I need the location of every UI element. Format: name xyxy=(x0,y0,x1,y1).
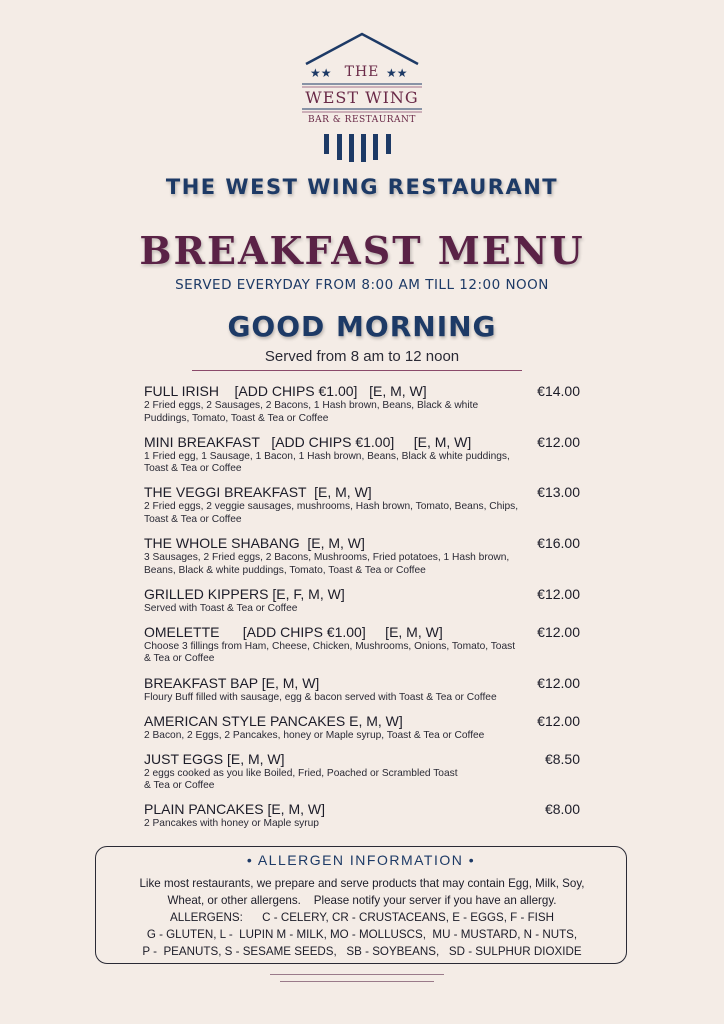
allergen-line: Like most restaurants, we prepare and serve products that may contain Egg, Milk, Soy, xyxy=(139,877,585,890)
menu-item xyxy=(144,534,584,577)
logo-the: THE xyxy=(344,64,380,80)
menu-item xyxy=(144,585,584,616)
item-price: €12.00 xyxy=(537,674,580,691)
item-price: €12.00 xyxy=(537,712,580,729)
menu-item xyxy=(144,433,584,476)
menu-item xyxy=(144,382,584,425)
item-name: THE WHOLE SHABANG [E, M, W] xyxy=(144,535,365,552)
menu-item xyxy=(144,623,584,666)
allergen-line: G - GLUTEN, L - LUPIN M - MILK, MO - MOLLUSCS, MU - MUSTARD, N - NUTS, xyxy=(146,928,578,941)
item-description: 2 Bacon, 2 Eggs, 2 Pancakes, honey or Maple syrup, Toast & Tea or Coffee xyxy=(144,729,485,741)
served-everyday: SERVED EVERYDAY FROM 8:00 AM TILL 12:00 NOON xyxy=(175,277,549,293)
allergen-line: P - PEANUTS, S - SESAME SEEDS, SB - SOYBEANS, SD - SULPHUR DIOXIDE xyxy=(142,945,582,958)
item-price: €13.00 xyxy=(537,484,580,501)
restaurant-logo xyxy=(292,30,432,164)
item-price: €12.00 xyxy=(537,623,580,640)
allergen-info-box xyxy=(95,846,627,964)
item-price: €12.00 xyxy=(537,433,580,450)
item-price: €16.00 xyxy=(537,535,580,552)
restaurant-name: THE WEST WING RESTAURANT xyxy=(165,175,559,199)
svg-text:★★: ★★ xyxy=(310,66,332,80)
allergen-line: Wheat, or other allergens. Please notify your server if you have an allergy. xyxy=(167,894,557,907)
item-description: Served with Toast & Tea or Coffee xyxy=(144,602,298,614)
item-description: Floury Buff filled with sausage, egg & bacon served with Toast & Tea or Coffee xyxy=(144,691,497,703)
section-title: GOOD MORNING xyxy=(227,310,497,343)
item-description: 2 Fried eggs, 2 Sausages, 2 Bacons, 1 Hash brown, Beans, Black & white Puddings, Tomato, Toast & Tea or Coffee xyxy=(144,400,479,424)
item-description: 2 eggs cooked as you like Boiled, Fried, Poached or Scrambled Toast & Tea or Coffee xyxy=(144,767,458,792)
item-description: Choose 3 fillings from Ham, Cheese, Chicken, Mushrooms, Onions, Tomato, Toast & Tea or Coffee xyxy=(144,640,516,665)
item-description: 3 Sausages, 2 Fried eggs, 2 Bacons, Mushrooms, Fried potatoes, 1 Hash brown, Beans, Black & white puddings, Tomato, Toast & Tea or Coffee xyxy=(144,552,510,576)
item-description: 1 Fried egg, 1 Sausage, 1 Bacon, 1 Hash brown, Beans, Black & white puddings, Toast & Tea or Coffee xyxy=(144,450,510,475)
menu-item xyxy=(144,712,584,743)
item-name: OMELETTE [ADD CHIPS €1.00] [E, M, W] xyxy=(144,623,443,640)
item-name: THE VEGGI BREAKFAST [E, M, W] xyxy=(144,484,372,501)
allergen-title: • ALLERGEN INFORMATION • xyxy=(246,852,476,868)
item-price: €8.00 xyxy=(544,801,580,818)
item-name: MINI BREAKFAST [ADD CHIPS €1.00] [E, M, W] xyxy=(144,433,472,450)
item-name: AMERICAN STYLE PANCAKES E, M, W] xyxy=(144,712,403,729)
menu-item xyxy=(144,750,584,793)
item-description: 2 Fried eggs, 2 veggie sausages, mushrooms, Hash brown, Tomato, Beans, Chips, Toast & Tea or Coffee xyxy=(144,501,519,525)
footer-divider xyxy=(280,981,434,982)
item-name: FULL IRISH [ADD CHIPS €1.00] [E, M, W] xyxy=(144,383,427,399)
menu-item xyxy=(144,483,584,526)
section-subtitle: Served from 8 am to 12 noon xyxy=(264,348,460,365)
item-description: 2 Pancakes with honey or Maple syrup xyxy=(144,818,319,830)
menu-list xyxy=(144,382,584,839)
allergen-text xyxy=(102,875,622,960)
menu-title: BREAKFAST MENU xyxy=(139,228,585,273)
menu-item xyxy=(144,674,584,705)
allergen-line: ALLERGENS: C - CELERY, CR - CRUSTACEANS, E - EGGS, F - FISH xyxy=(170,911,554,924)
item-name: BREAKFAST BAP [E, M, W] xyxy=(144,674,320,691)
divider xyxy=(192,370,522,371)
logo-name: WEST WING xyxy=(305,88,419,107)
svg-text:★★: ★★ xyxy=(386,66,408,80)
item-name: GRILLED KIPPERS [E, F, M, W] xyxy=(144,585,345,602)
footer-divider xyxy=(270,974,444,975)
item-price: €8.50 xyxy=(544,750,580,767)
item-price: €14.00 xyxy=(537,383,580,399)
item-name: JUST EGGS [E, M, W] xyxy=(144,750,285,767)
logo-subtitle: BAR & RESTAURANT xyxy=(308,115,416,125)
item-price: €12.00 xyxy=(537,585,580,602)
menu-item xyxy=(144,800,584,831)
item-name: PLAIN PANCAKES [E, M, W] xyxy=(144,801,326,818)
